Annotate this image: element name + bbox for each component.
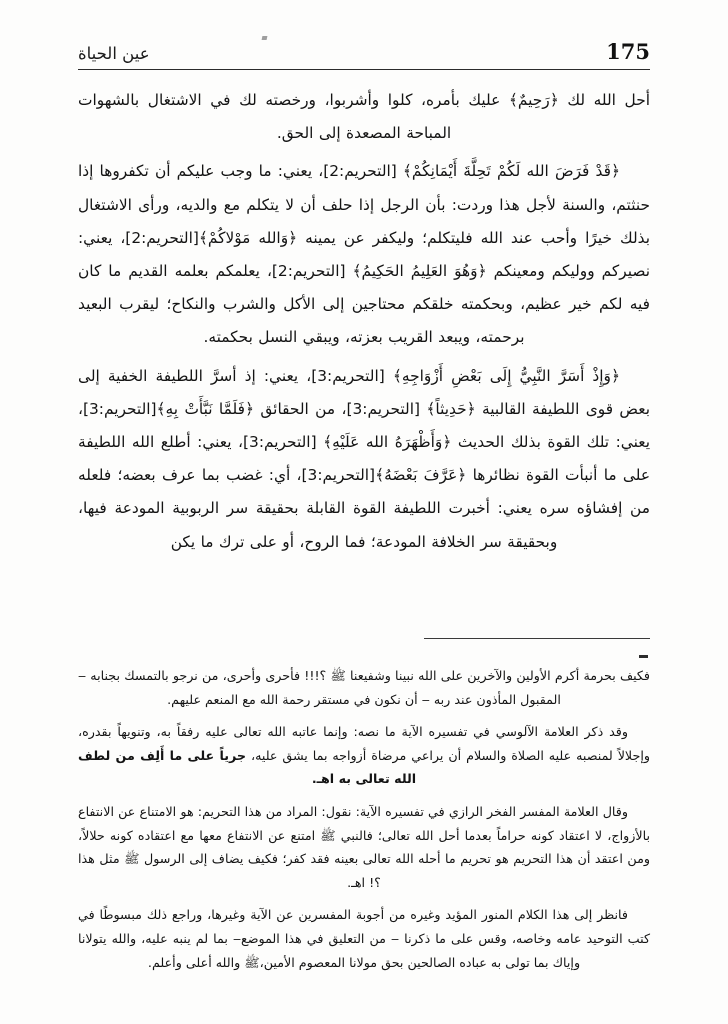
book-title: عين الحياة bbox=[78, 43, 150, 63]
footnote-paragraph: وقال العلامة المفسر الفخر الرازي في تفسيره الآية: نقول: المراد من هذا التحريم: هو الامتناع عن الانتفاع بالأزواج، لا اعتقاد كونه حراماً بعدما أحل الله تعالى؛ فالنبي ﷺ امتنع عن الانتفاع معها مع اعتقاده كونه حلالاً، ومن اعتقد أن هذا التحريم هو تحريم ما أحله الله تعالى بعينه فقد كفر؛ فكيف يضاف إلى الرسول ﷺ مثل هذا ؟! اهـ. bbox=[78, 803, 650, 890]
footnote-text-lead: وقد ذكر العلامة الآلوسي في تفسيره الآية ما نصه: وإنما عاتبه الله تعالى عليه رفقاً به، وتنويهاً بقدره، وإجلالاً لمنصبه عليه الصلاة والسلام أن يراعي مرضاة أزواجه بما يشق عليه، bbox=[78, 724, 650, 763]
footnote-column bbox=[78, 664, 650, 974]
body-paragraph: ﴿وَإِذْ أَسَرَّ النَّبِيُّ إِلَى بَعْضِ أَزْوَاجِهِ﴾ [التحريم:3]، يعني: إذ أسرَّ اللطيفة الخفية إلى بعض قوى اللطيفة القالبية ﴿حَدِيثاً﴾ [التحريم:3]، من الحقائق ﴿فَلَمَّا نَبَّأَتْ بِهِ﴾[التحريم:3]، يعني: تلك القوة بذلك الحديث ﴿وَأَظْهَرَهُ الله عَلَيْهِ﴾ [التحريم:3]، يعني: أطلع الله اللطيفة على ما أنبأت القوة نظائرها ﴿عَرَّفَ بَعْضَهُ﴾[التحريم:3]، أي: غضب بما عرف بعضه؛ فلعله من إفشاؤه سره يعني: أخبرت اللطيفة القوة القابلة بحقيقة سر الربوبية المودعة فيها، وبحقيقة سر الخلافة المودعة؛ فما الروح، أو على ترك ما يكن bbox=[78, 366, 650, 551]
main-text-column bbox=[78, 84, 650, 560]
footnote-paragraph: فكيف بحرمة أكرم الأولين والآخرين على الله نبينا وشفيعنا ﷺ ؟!!! فأحرى وأحرى، من نرجو بالتمسك بجنابه ‒ المقبول المأذون عند ربه ‒ أن نكون في مستقر رحمة الله مع المنعم عليهم. bbox=[78, 668, 650, 707]
footnote-divider bbox=[424, 638, 650, 639]
footnote-paragraph bbox=[78, 720, 650, 791]
body-paragraph: أحل الله لك ﴿رَحِيمٌ﴾ عليك بأمره، كلوا وأشربوا، ورخصته لك في الاشتغال بالشهوات المباحة المصعدة إلى الحق. bbox=[78, 91, 650, 143]
footnote-paragraph: فانظر إلى هذا الكلام المنور المؤيد وغيره من أجوبة المفسرين عن الآية وغيرها، وراجع ذلك مبسوطًا في كتب التوحيد عامه وخاصه، وقس على ما ذكرنا ‒ من التعليق في هذا الموضع‒ بما لم ينبه عليه، والله يتولانا وإياك بما تولى به عباده الصالحين بحق مولانا المعصوم الأمين،ﷺ والله أعلى وأعلم. bbox=[78, 907, 650, 970]
header-divider bbox=[78, 69, 650, 70]
scan-speck-artifact bbox=[262, 36, 268, 40]
footnote-text-emphasis: جرياً على ما أَلِف من لطف الله تعالى به اهـ. bbox=[78, 747, 417, 787]
page-header bbox=[78, 26, 650, 62]
footnote-marker bbox=[639, 655, 648, 658]
page-number: 175 bbox=[606, 39, 650, 64]
body-paragraph: ﴿قَدْ فَرَضَ الله لَكُمْ تَحِلَّةَ أَيْمَانِكُمْ﴾ [التحريم:2]، يعني: ما وجب عليكم أن تكفروها إذا حنثتم، والسنة لأجل هذا وردت: بأن الرجل إذا حلف أن لا يتكلم مع والديه، ورأى الاشتغال بذلك خيرًا وأحب عند الله فليتكلم؛ وليكفر عن يمينه ﴿وَالله مَوْلاكُمْ﴾[التحريم:2]، يعني: نصيركم ووليكم ومعينكم ﴿وَهُوَ العَلِيمُ الحَكِيمُ﴾ [التحريم:2]، يعلمكم بعلمه القديم ما كان فيه لكم خير عظيم، وبحكمته خلقكم محتاجين إلى الأكل والشرب والنكاح؛ ليقرب البعيد برحمته، ويبعد القريب بعزته، ويبقي النسل بحكمته. bbox=[78, 162, 650, 347]
